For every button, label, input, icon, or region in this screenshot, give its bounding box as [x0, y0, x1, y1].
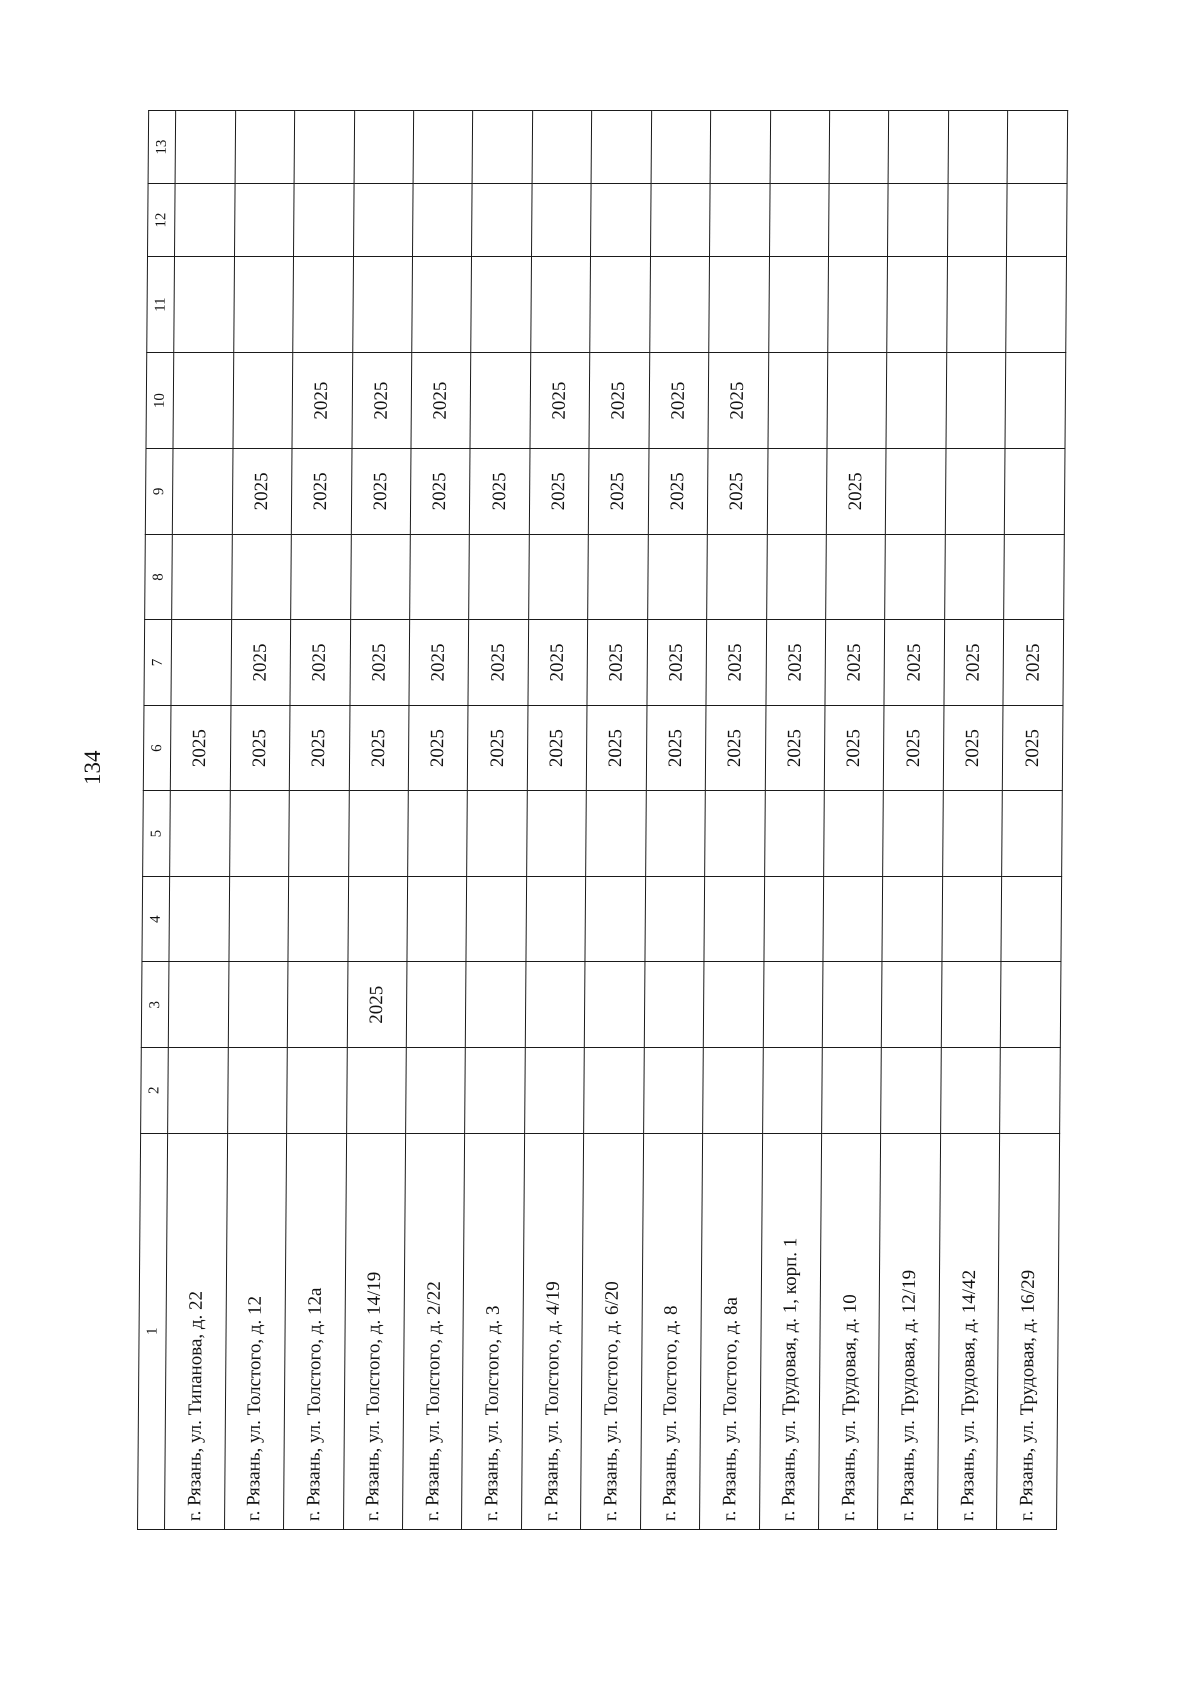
- year-cell-col-12: [1007, 184, 1067, 257]
- year-cell-col-3: [525, 962, 585, 1048]
- year-cell-col-6: 2025: [230, 705, 290, 791]
- year-cell-col-11: [590, 257, 650, 353]
- column-number-8: 8: [145, 534, 173, 620]
- year-cell-col-6: 2025: [171, 705, 231, 791]
- year-cell-col-12: [175, 184, 235, 257]
- year-cell-col-11: [768, 257, 828, 353]
- year-cell-col-13: [294, 111, 354, 184]
- year-cell-col-2: [822, 1047, 882, 1133]
- year-cell-col-3: [466, 962, 526, 1048]
- year-cell-col-4: [1001, 876, 1061, 962]
- year-cell-col-8: [588, 534, 648, 620]
- column-number-2: 2: [141, 1047, 169, 1133]
- year-cell-col-10: [1005, 353, 1065, 449]
- year-cell-col-7: 2025: [647, 620, 707, 706]
- year-cell-col-3: [406, 962, 466, 1048]
- year-cell-col-7: 2025: [825, 620, 885, 706]
- column-number-11: 11: [147, 257, 175, 353]
- year-cell-col-9: 2025: [589, 449, 649, 535]
- address-cell: г. Рязань, ул. Трудовая, д. 12/19: [878, 1133, 941, 1529]
- year-cell-col-3: [228, 962, 288, 1048]
- year-cell-col-10: [233, 353, 293, 449]
- address-cell: г. Рязань, ул. Трудовая, д. 16/29: [997, 1133, 1060, 1529]
- year-cell-col-12: [412, 184, 472, 257]
- column-number-7: 7: [144, 620, 172, 706]
- year-cell-col-12: [353, 184, 413, 257]
- year-cell-col-9: 2025: [351, 449, 411, 535]
- year-cell-col-4: [942, 876, 1002, 962]
- year-cell-col-9: 2025: [529, 449, 589, 535]
- year-cell-col-6: 2025: [646, 705, 706, 791]
- year-cell-col-12: [591, 184, 651, 257]
- year-cell-col-10: [470, 353, 530, 449]
- year-cell-col-8: [826, 534, 886, 620]
- year-cell-col-12: [472, 184, 532, 257]
- year-cell-col-4: [585, 876, 645, 962]
- year-cell-col-4: [704, 876, 764, 962]
- year-cell-col-4: [882, 876, 942, 962]
- year-cell-col-5: [883, 791, 943, 877]
- year-cell-col-6: 2025: [468, 705, 528, 791]
- year-cell-col-12: [234, 184, 294, 257]
- year-cell-col-5: [229, 791, 289, 877]
- year-cell-col-7: 2025: [1003, 620, 1063, 706]
- year-cell-col-6: 2025: [943, 705, 1003, 791]
- year-cell-col-3: [644, 962, 704, 1048]
- year-cell-col-10: 2025: [411, 353, 471, 449]
- address-cell: г. Рязань, ул. Толстого, д. 8: [640, 1133, 703, 1529]
- year-cell-col-4: [229, 876, 289, 962]
- column-number-1: 1: [138, 1133, 168, 1529]
- year-cell-col-5: [289, 791, 349, 877]
- year-cell-col-5: [943, 791, 1003, 877]
- year-cell-col-3: 2025: [347, 962, 407, 1048]
- year-cell-col-4: [526, 876, 586, 962]
- year-cell-col-10: 2025: [352, 353, 412, 449]
- year-cell-col-5: [170, 791, 230, 877]
- year-cell-col-11: [471, 257, 531, 353]
- address-cell: г. Рязань, ул. Толстого, д. 14/19: [343, 1133, 406, 1529]
- year-cell-col-4: [407, 876, 467, 962]
- year-cell-col-5: [645, 791, 705, 877]
- page-number: 134: [80, 750, 105, 785]
- table-body: [138, 111, 1068, 1530]
- year-cell-col-5: [586, 791, 646, 877]
- year-cell-col-2: [227, 1047, 287, 1133]
- year-cell-col-2: [941, 1047, 1001, 1133]
- year-cell-col-12: [710, 184, 770, 257]
- year-cell-col-6: 2025: [1003, 705, 1063, 791]
- year-cell-col-2: [465, 1047, 525, 1133]
- table-row: [640, 111, 711, 1530]
- year-cell-col-10: [946, 353, 1006, 449]
- year-cell-col-9: [1005, 449, 1065, 535]
- year-cell-col-11: [293, 257, 353, 353]
- year-cell-col-6: 2025: [289, 705, 349, 791]
- year-cell-col-9: 2025: [826, 449, 886, 535]
- table-row: [402, 111, 473, 1530]
- address-cell: г. Рязань, ул. Толстого, д. 3: [462, 1133, 525, 1529]
- table-row: [224, 111, 295, 1530]
- table-row: [700, 111, 771, 1530]
- year-cell-col-6: 2025: [349, 705, 409, 791]
- year-cell-col-7: [171, 620, 231, 706]
- address-cell: г. Рязань, ул. Толстого, д. 12: [224, 1133, 287, 1529]
- year-cell-col-4: [169, 876, 229, 962]
- year-cell-col-12: [531, 184, 591, 257]
- year-cell-col-5: [348, 791, 408, 877]
- year-cell-col-7: 2025: [587, 620, 647, 706]
- year-cell-col-2: [703, 1047, 763, 1133]
- year-cell-col-7: 2025: [528, 620, 588, 706]
- year-cell-col-2: [168, 1047, 228, 1133]
- table-row: [759, 111, 830, 1530]
- table-row: [997, 111, 1068, 1530]
- year-cell-col-10: [827, 353, 887, 449]
- year-cell-col-2: [881, 1047, 941, 1133]
- year-cell-col-11: [649, 257, 709, 353]
- year-cell-col-13: [591, 111, 651, 184]
- year-cell-col-7: 2025: [766, 620, 826, 706]
- year-cell-col-9: 2025: [470, 449, 530, 535]
- year-cell-col-9: 2025: [410, 449, 470, 535]
- year-cell-col-11: [887, 257, 947, 353]
- year-cell-col-9: [945, 449, 1005, 535]
- year-cell-col-13: [532, 111, 592, 184]
- table-row: [462, 111, 533, 1530]
- year-cell-col-6: 2025: [884, 705, 944, 791]
- year-cell-col-12: [650, 184, 710, 257]
- year-cell-col-7: 2025: [290, 620, 350, 706]
- year-cell-col-8: [647, 534, 707, 620]
- year-cell-col-12: [294, 184, 354, 257]
- year-cell-col-4: [764, 876, 824, 962]
- schedule-table: [137, 110, 1068, 1530]
- table-row: [165, 111, 236, 1530]
- address-cell: г. Рязань, ул. Толстого, д. 8а: [700, 1133, 763, 1529]
- year-cell-col-3: [287, 962, 347, 1048]
- year-cell-col-6: 2025: [527, 705, 587, 791]
- year-cell-col-13: [710, 111, 770, 184]
- column-number-6: 6: [143, 705, 171, 791]
- column-number-13: 13: [148, 111, 176, 184]
- year-cell-col-13: [889, 111, 949, 184]
- year-cell-col-11: [174, 257, 234, 353]
- year-cell-col-8: [172, 534, 232, 620]
- year-cell-col-11: [412, 257, 472, 353]
- year-cell-col-10: [886, 353, 946, 449]
- column-number-4: 4: [142, 876, 170, 962]
- year-cell-col-3: [1001, 962, 1061, 1048]
- year-cell-col-11: [828, 257, 888, 353]
- year-cell-col-9: [886, 449, 946, 535]
- year-cell-col-8: [528, 534, 588, 620]
- year-cell-col-10: 2025: [708, 353, 768, 449]
- year-cell-col-6: 2025: [408, 705, 468, 791]
- table-row: [581, 111, 652, 1530]
- year-cell-col-6: 2025: [587, 705, 647, 791]
- year-cell-col-9: [767, 449, 827, 535]
- year-cell-col-4: [347, 876, 407, 962]
- address-cell: г. Рязань, ул. Толстого, д. 2/22: [402, 1133, 465, 1529]
- year-cell-col-3: [822, 962, 882, 1048]
- year-cell-col-13: [651, 111, 711, 184]
- year-cell-col-2: [643, 1047, 703, 1133]
- year-cell-col-5: [408, 791, 468, 877]
- year-cell-col-11: [709, 257, 769, 353]
- year-cell-col-13: [354, 111, 414, 184]
- year-cell-col-8: [231, 534, 291, 620]
- year-cell-col-10: [173, 353, 233, 449]
- year-cell-col-12: [769, 184, 829, 257]
- year-cell-col-10: [768, 353, 828, 449]
- year-cell-col-5: [705, 791, 765, 877]
- column-number-10: 10: [146, 353, 174, 449]
- year-cell-col-8: [1004, 534, 1064, 620]
- year-cell-col-8: [766, 534, 826, 620]
- year-cell-col-5: [526, 791, 586, 877]
- year-cell-col-3: [168, 962, 228, 1048]
- year-cell-col-7: 2025: [706, 620, 766, 706]
- year-cell-col-10: 2025: [292, 353, 352, 449]
- year-cell-col-5: [824, 791, 884, 877]
- year-cell-col-4: [288, 876, 348, 962]
- year-cell-col-8: [707, 534, 767, 620]
- year-cell-col-11: [233, 257, 293, 353]
- year-cell-col-3: [763, 962, 823, 1048]
- year-cell-col-5: [1002, 791, 1062, 877]
- address-cell: г. Рязань, ул. Типанова, д. 22: [165, 1133, 228, 1529]
- year-cell-col-9: 2025: [648, 449, 708, 535]
- year-cell-col-7: 2025: [231, 620, 291, 706]
- year-cell-col-9: [173, 449, 233, 535]
- table-row: [343, 111, 414, 1530]
- year-cell-col-7: 2025: [468, 620, 528, 706]
- year-cell-col-11: [947, 257, 1007, 353]
- address-cell: г. Рязань, ул. Трудовая, д. 10: [819, 1133, 882, 1529]
- address-cell: г. Рязань, ул. Толстого, д. 12а: [284, 1133, 347, 1529]
- table-row: [819, 111, 890, 1530]
- column-number-12: 12: [148, 184, 176, 257]
- year-cell-col-2: [762, 1047, 822, 1133]
- year-cell-col-13: [175, 111, 235, 184]
- column-number-3: 3: [141, 962, 169, 1048]
- year-cell-col-12: [888, 184, 948, 257]
- year-cell-col-4: [466, 876, 526, 962]
- column-number-9: 9: [145, 449, 173, 535]
- year-cell-col-13: [948, 111, 1008, 184]
- table-row: [937, 111, 1008, 1530]
- table-row: [878, 111, 949, 1530]
- year-cell-col-11: [531, 257, 591, 353]
- year-cell-col-7: 2025: [884, 620, 944, 706]
- year-cell-col-8: [885, 534, 945, 620]
- year-cell-col-8: [469, 534, 529, 620]
- year-cell-col-9: 2025: [291, 449, 351, 535]
- year-cell-col-3: [703, 962, 763, 1048]
- year-cell-col-10: 2025: [649, 353, 709, 449]
- year-cell-col-2: [346, 1047, 406, 1133]
- year-cell-col-5: [764, 791, 824, 877]
- year-cell-col-3: [941, 962, 1001, 1048]
- address-cell: г. Рязань, ул. Трудовая, д. 1, корп. 1: [759, 1133, 822, 1529]
- year-cell-col-3: [882, 962, 942, 1048]
- rotated-table-wrapper: [137, 110, 1068, 1530]
- year-cell-col-4: [823, 876, 883, 962]
- year-cell-col-6: 2025: [824, 705, 884, 791]
- year-cell-col-2: [287, 1047, 347, 1133]
- year-cell-col-2: [1000, 1047, 1060, 1133]
- year-cell-col-6: 2025: [705, 705, 765, 791]
- year-cell-col-8: [350, 534, 410, 620]
- address-cell: г. Рязань, ул. Толстого, д. 6/20: [581, 1133, 644, 1529]
- year-cell-col-9: 2025: [707, 449, 767, 535]
- year-cell-col-7: 2025: [409, 620, 469, 706]
- year-cell-col-11: [1006, 257, 1066, 353]
- table-row: [521, 111, 592, 1530]
- address-cell: г. Рязань, ул. Трудовая, д. 14/42: [937, 1133, 1000, 1529]
- year-cell-col-2: [406, 1047, 466, 1133]
- year-cell-col-13: [472, 111, 532, 184]
- year-cell-col-7: 2025: [349, 620, 409, 706]
- year-cell-col-13: [829, 111, 889, 184]
- year-cell-col-13: [413, 111, 473, 184]
- year-cell-col-13: [1007, 111, 1067, 184]
- year-cell-col-11: [352, 257, 412, 353]
- year-cell-col-4: [645, 876, 705, 962]
- year-cell-col-2: [524, 1047, 584, 1133]
- year-cell-col-8: [410, 534, 470, 620]
- year-cell-col-5: [467, 791, 527, 877]
- column-number-5: 5: [143, 791, 171, 877]
- year-cell-col-7: 2025: [944, 620, 1004, 706]
- year-cell-col-8: [291, 534, 351, 620]
- year-cell-col-3: [585, 962, 645, 1048]
- year-cell-col-2: [584, 1047, 644, 1133]
- year-cell-col-13: [235, 111, 295, 184]
- year-cell-col-6: 2025: [765, 705, 825, 791]
- year-cell-col-12: [829, 184, 889, 257]
- year-cell-col-9: 2025: [232, 449, 292, 535]
- table-row: [284, 111, 355, 1530]
- year-cell-col-10: 2025: [589, 353, 649, 449]
- year-cell-col-8: [945, 534, 1005, 620]
- year-cell-col-13: [770, 111, 830, 184]
- year-cell-col-10: 2025: [530, 353, 590, 449]
- address-cell: г. Рязань, ул. Толстого, д. 4/19: [521, 1133, 584, 1529]
- year-cell-col-12: [947, 184, 1007, 257]
